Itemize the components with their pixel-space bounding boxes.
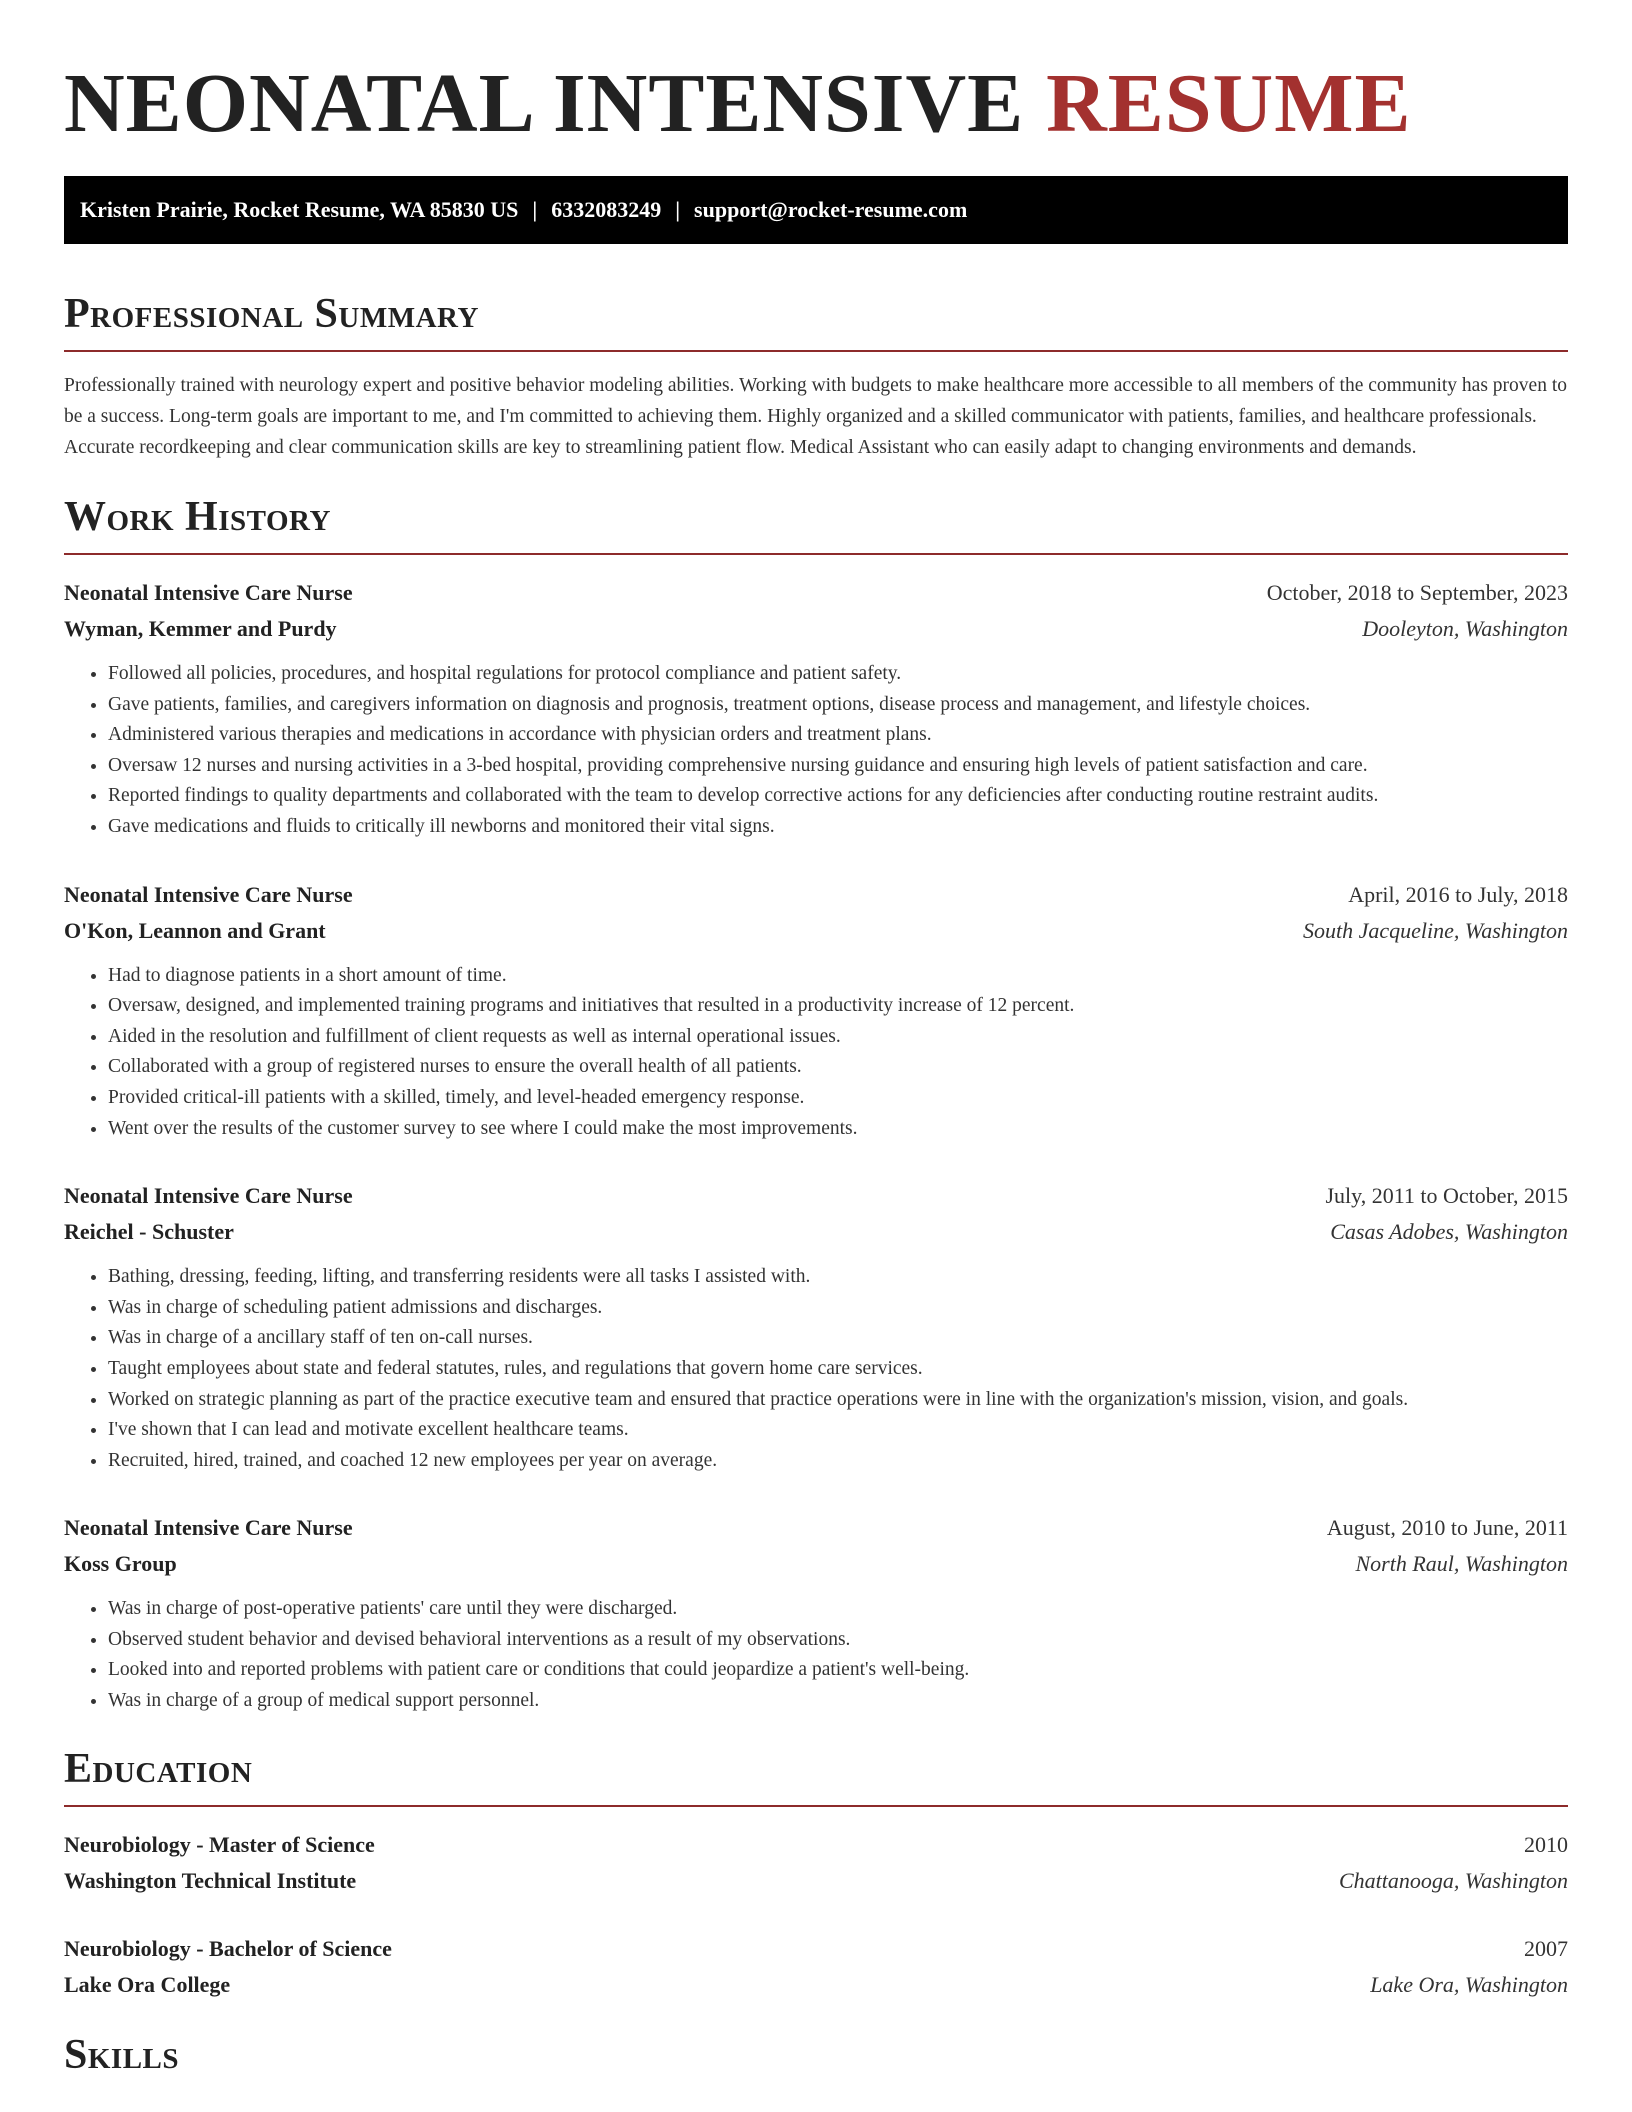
job-bullets <box>64 961 1568 1145</box>
job-bullet: • Oversaw, designed, and implemented training programs and initiatives that resulted in a productivity increase of 12 percent. <box>108 991 1568 1022</box>
job-dates: April, 2016 to July, 2018 <box>1348 881 1568 907</box>
job-dates: July, 2011 to October, 2015 <box>1325 1183 1568 1209</box>
job-entry <box>64 575 1568 843</box>
job-bullets <box>64 1594 1568 1716</box>
education-year: 2007 <box>1524 1935 1568 1961</box>
education-degree: Neurobiology - Bachelor of Science <box>64 1935 392 1961</box>
job-entry <box>64 1510 1568 1716</box>
job-bullet: • Worked on strategic planning as part of the practice executive team and ensured that practice operations were in line with the organization's mission, vision, and goals. <box>108 1385 1568 1416</box>
job-bullet: • Looked into and reported problems with patient care or conditions that could jeopardize a patient's well-being. <box>108 1655 1568 1686</box>
job-dates: October, 2018 to September, 2023 <box>1266 580 1568 605</box>
job-bullet: • Gave medications and fluids to critically ill newborns and monitored their vital signs. <box>108 812 1568 843</box>
job-location: Dooleyton, Washington <box>1362 616 1568 641</box>
job-bullets <box>64 1262 1568 1476</box>
job-company: Wyman, Kemmer and Purdy <box>64 616 337 641</box>
education-school: Washington Technical Institute <box>64 1867 357 1893</box>
job-header-row <box>64 1178 1568 1214</box>
job-entry <box>64 1178 1568 1476</box>
education-degree-row <box>64 1827 1568 1863</box>
education-location: Chattanooga, Washington <box>1339 1867 1568 1893</box>
contact-email[interactable]: support@rocket-resume.com <box>694 197 968 222</box>
contact-phone[interactable]: 6332083249 <box>551 197 662 222</box>
resume-title <box>64 0 1568 176</box>
education-degree: Neurobiology - Master of Science <box>64 1831 375 1857</box>
education-school: Lake Ora College <box>64 1971 231 1997</box>
job-location: South Jacqueline, Washington <box>1303 917 1568 943</box>
job-header-row <box>64 877 1568 913</box>
education-heading: Education <box>64 1743 1568 1807</box>
job-bullet: • Gave patients, families, and caregivers information on diagnosis and prognosis, treatment options, disease process and management, and lifestyle choices. <box>108 690 1568 721</box>
job-bullet: • Oversaw 12 nurses and nursing activities in a 3-bed hospital, providing comprehensive nursing guidance and ensuring high levels of patient satisfaction and care. <box>108 751 1568 782</box>
job-location: Casas Adobes, Washington <box>1330 1219 1568 1245</box>
job-company: O'Kon, Leannon and Grant <box>64 917 326 943</box>
education-degree-row <box>64 1931 1568 1967</box>
job-bullet: • Was in charge of a ancillary staff of ten on-call nurses. <box>108 1323 1568 1354</box>
job-bullet: • I've shown that I can lead and motivate excellent healthcare teams. <box>108 1415 1568 1446</box>
job-company: Reichel - Schuster <box>64 1219 234 1245</box>
education-year: 2010 <box>1524 1831 1568 1857</box>
job-bullet: • Had to diagnose patients in a short amount of time. <box>108 961 1568 992</box>
job-bullet: • Was in charge of a group of medical support personnel. <box>108 1686 1568 1717</box>
resume-page <box>64 0 1568 2091</box>
job-bullet: • Followed all policies, procedures, and hospital regulations for protocol compliance and patient safety. <box>108 659 1568 690</box>
job-bullet: • Administered various therapies and medications in accordance with physician orders and treatment plans. <box>108 720 1568 751</box>
job-bullet: • Was in charge of post-operative patients' care until they were discharged. <box>108 1594 1568 1625</box>
job-bullet: • Provided critical-ill patients with a skilled, timely, and level-headed emergency response. <box>108 1083 1568 1114</box>
job-title: Neonatal Intensive Care Nurse <box>64 1183 353 1209</box>
education-location: Lake Ora, Washington <box>1370 1971 1568 1997</box>
title-main: NEONATAL INTENSIVE <box>64 57 1025 150</box>
job-company-row <box>64 1214 1568 1250</box>
job-company-row <box>64 913 1568 949</box>
job-bullet: • Went over the results of the customer survey to see where I could make the most improvements. <box>108 1114 1568 1145</box>
job-bullet: • Collaborated with a group of registered nurses to ensure the overall health of all patients. <box>108 1052 1568 1083</box>
contact-separator: | <box>532 197 538 222</box>
job-bullet: • Taught employees about state and federal statutes, rules, and regulations that govern home care services. <box>108 1354 1568 1385</box>
job-title: Neonatal Intensive Care Nurse <box>64 1515 353 1541</box>
contact-address: Kristen Prairie, Rocket Resume, WA 85830 US <box>80 197 519 222</box>
job-bullet: • Aided in the resolution and fulfillment of client requests as well as internal operational issues. <box>108 1022 1568 1053</box>
job-entry <box>64 877 1568 1145</box>
job-bullets <box>64 659 1568 843</box>
job-bullet: • Reported findings to quality departments and collaborated with the team to develop corrective actions for any deficiencies after conducting routine restraint audits. <box>108 781 1568 812</box>
job-bullet: • Bathing, dressing, feeding, lifting, and transferring residents were all tasks I assisted with. <box>108 1262 1568 1293</box>
education-school-row <box>64 1863 1568 1899</box>
work-history-heading: Work History <box>64 491 1568 555</box>
skills-heading: Skills <box>64 2031 180 2078</box>
job-location: North Raul, Washington <box>1355 1551 1568 1577</box>
job-company: Koss Group <box>64 1551 177 1577</box>
contact-separator: | <box>675 197 681 222</box>
job-dates: August, 2010 to June, 2011 <box>1326 1515 1568 1541</box>
job-title: Neonatal Intensive Care Nurse <box>64 580 353 605</box>
summary-heading: Professional Summary <box>64 288 1568 352</box>
education-school-row <box>64 1967 1568 2003</box>
job-bullet: • Was in charge of scheduling patient admissions and discharges. <box>108 1293 1568 1324</box>
education-entry <box>64 1931 1568 2003</box>
job-bullet: • Recruited, hired, trained, and coached 12 new employees per year on average. <box>108 1446 1568 1477</box>
job-bullet: • Observed student behavior and devised behavioral interventions as a result of my observations. <box>108 1625 1568 1656</box>
title-accent: RESUME <box>1046 57 1412 150</box>
job-title: Neonatal Intensive Care Nurse <box>64 881 353 907</box>
job-company-row <box>64 611 1568 647</box>
job-company-row <box>64 1546 1568 1582</box>
summary-text: Professionally trained with neurology expert and positive behavior modeling abilities. Working with budgets to make healthcare more accessible to all members of the community has proven to be a success. Long-term goals are important to me, and I'm committed to achieving them. Highly organized and a skilled communicator with patients, families, and healthcare professionals. Accurate recordkeeping and clear communication skills are key to streamlining patient flow. Medical Assistant who can easily adapt to changing environments and demands. <box>64 375 1567 458</box>
job-header-row <box>64 575 1568 611</box>
contact-bar <box>64 176 1568 244</box>
job-header-row <box>64 1510 1568 1546</box>
education-entry <box>64 1827 1568 1899</box>
